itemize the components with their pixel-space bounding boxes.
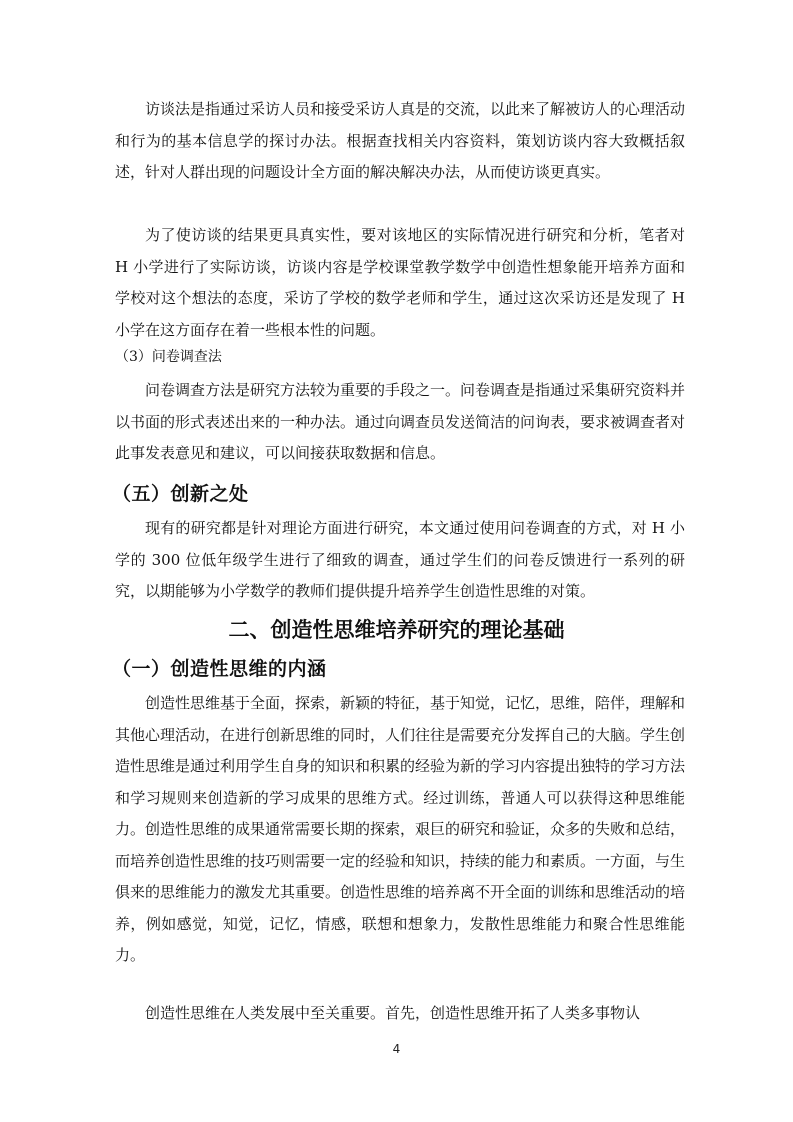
section-heading-connotation: （一）创造性思维的内涵 bbox=[112, 658, 327, 680]
paragraph-innovation: 现有的研究都是针对理论方面进行研究，本文通过使用问卷调查的方式，对 H 小学的 300 位低年级学生进行了细致的调查，通过学生们的问卷反馈进行一系列的研究，以期能够为小学数学的教师们提供提升培养学生创造性思维的对策。 bbox=[115, 519, 685, 600]
section-heading-innovation: （五）创新之处 bbox=[112, 483, 249, 505]
page-number: 4 bbox=[392, 1042, 401, 1056]
paragraph-connotation: 创造性思维基于全面，探索，新颖的特征，基于知觉，记忆，思维，陪伴，理解和其他心理活动，在进行创新思维的同时，人们往往是需要充分发挥自己的大脑。学生创造性思维是通过利用学生自身的知识和积累的经验为新的学习内容提出独特的学习方法和学习规则来创造新的学习成果的思维方式。经过训练，普通人可以获得这种思维能力。创造性思维的成果通常需要长期的探索，艰巨的研究和验证，众多的失败和总结，而培养创造性思维的技巧则需要一定的经验和知识，持续的能力和素质。一方面，与生俱来的思维能力的激发尤其重要。创造性思维的培养离不开全面的训练和思维活动的培养，例如感觉，知觉，记忆，情感，联想和想象力，发散性思维能力和聚合性思维能力。 bbox=[115, 694, 686, 964]
paragraph-interview-details: 为了使访谈的结果更具真实性，要对该地区的实际情况进行研究和分析，笔者对 H 小学进行了实际访谈，访谈内容是学校课堂教学数学中创造性想象能开培养方面和学校对这个想法的态度，采访了学校的数学老师和学生，通过这次采访还是发现了 H 小学在这方面存在着一些根本性的问题。 bbox=[115, 226, 685, 339]
subheading-questionnaire: （3）问卷调查法 bbox=[115, 349, 222, 365]
paragraph-questionnaire: 问卷调查方法是研究方法较为重要的手段之一。问卷调查是指通过采集研究资料并以书面的形式表述出来的一种办法。通过向调查员发送简洁的问询表，要求被调查者对此事发表意见和建议，可以间接获取数据和信息。 bbox=[115, 381, 686, 462]
paragraph-importance: 创造性思维在人类发展中至关重要。首先，创造性思维开拓了人类多事物认 bbox=[145, 1004, 641, 1022]
paragraph-interview-method: 访谈法是指通过采访人员和接受采访人真是的交流，以此来了解被访人的心理活动和行为的基本信息学的探讨办法。根据查找相关内容资料，策划访谈内容大致概括叙述，针对人群出现的问题设计全方面的解决解决办法，从而使访谈更真实。 bbox=[115, 100, 686, 181]
chapter-heading: 二、创造性思维培养研究的理论基础 bbox=[228, 618, 565, 642]
